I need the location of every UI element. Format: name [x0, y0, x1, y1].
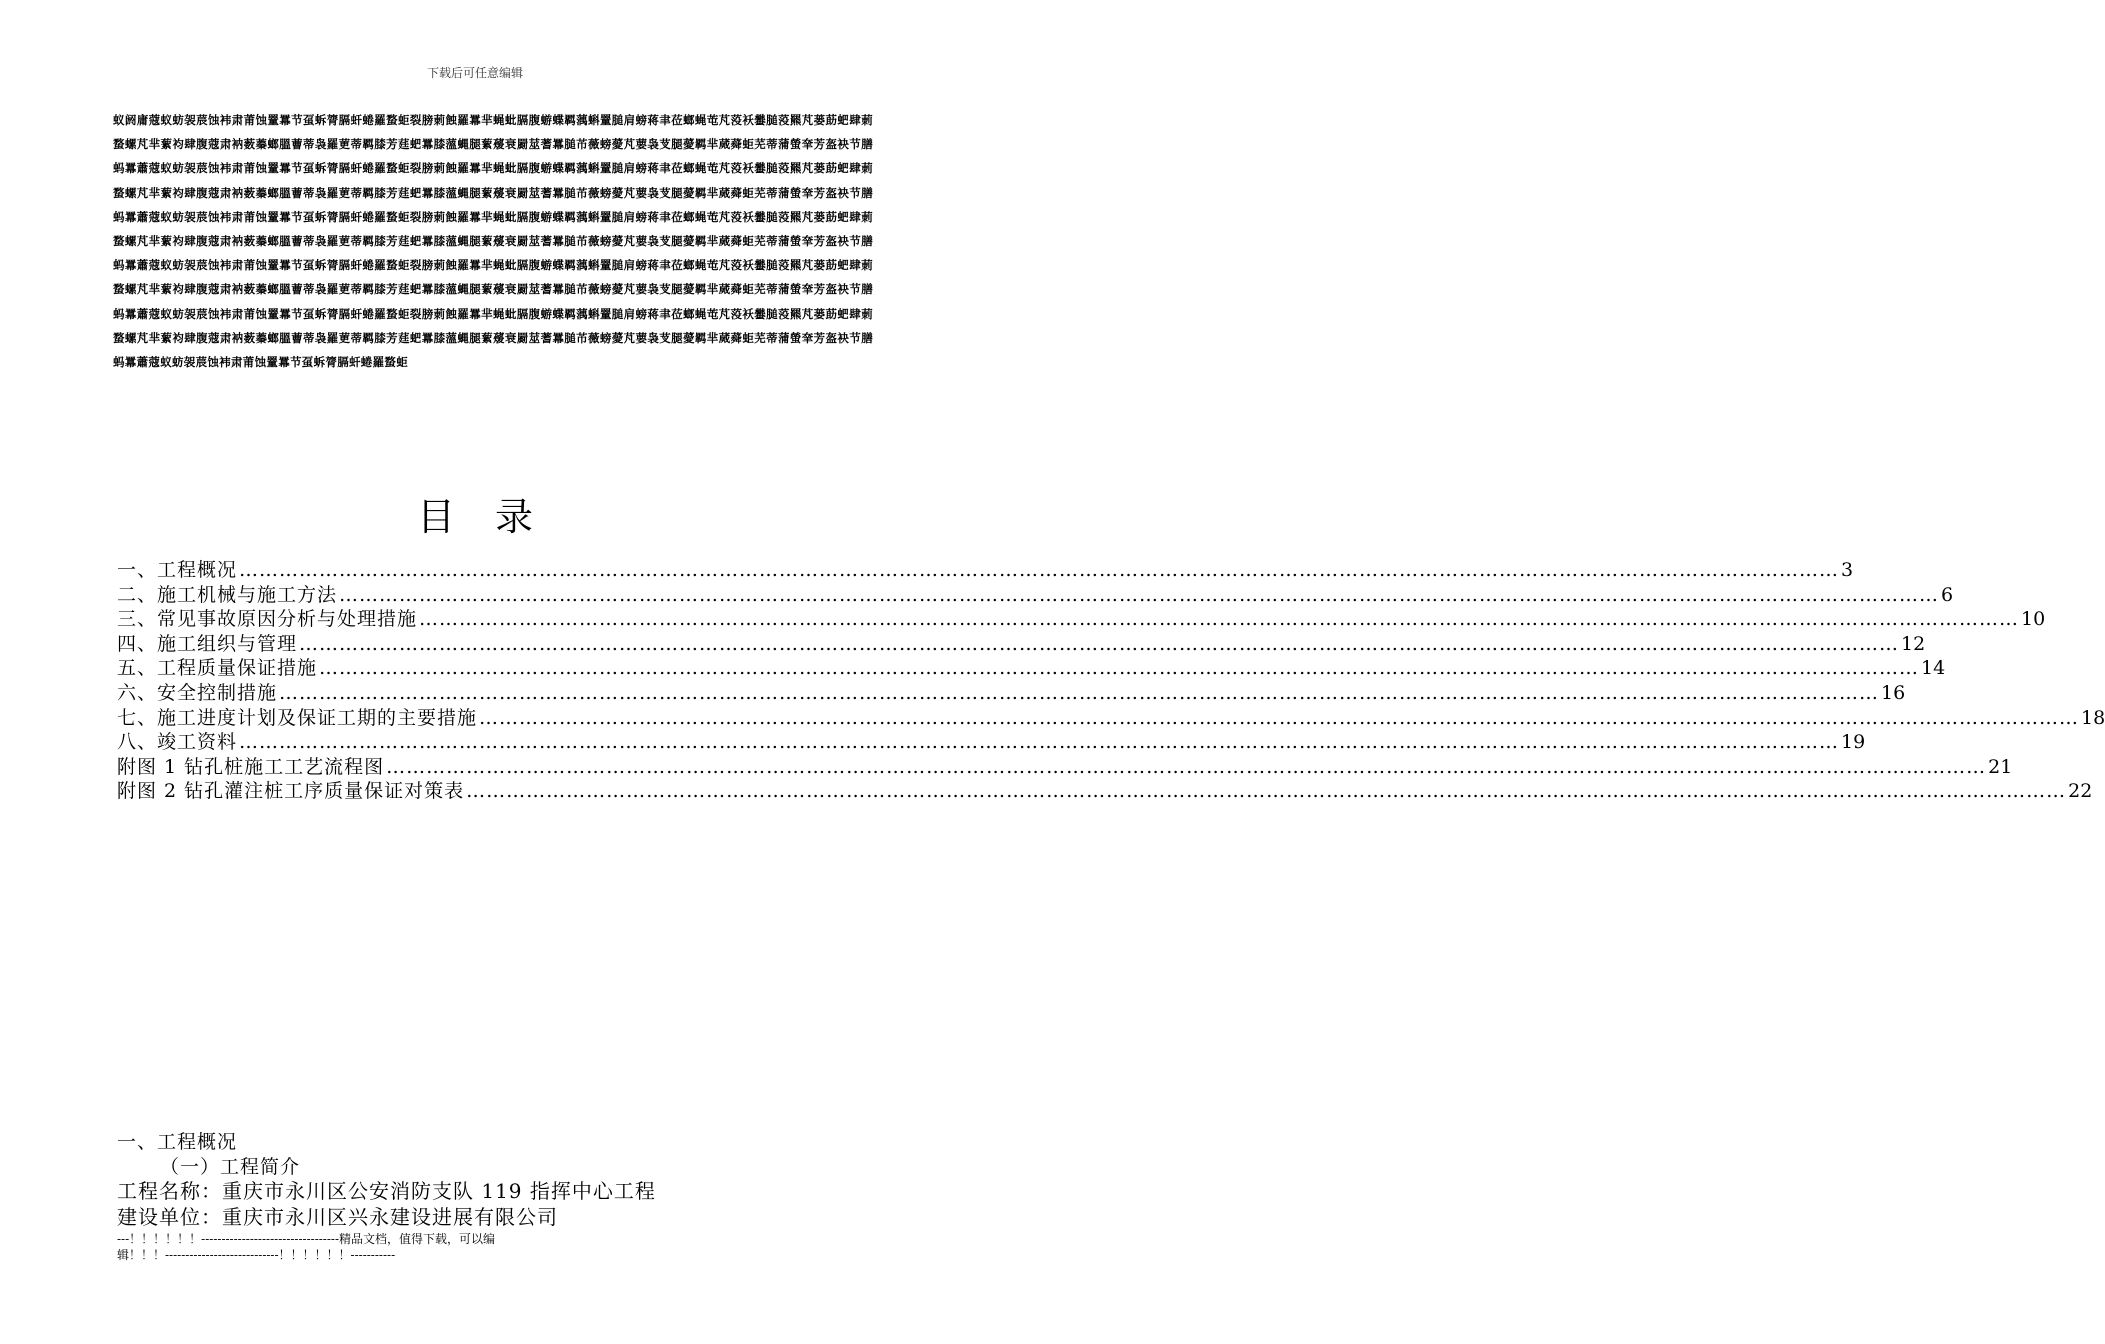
toc-title: 目录: [416, 495, 573, 539]
header-note: 下载后可任意编辑: [426, 66, 523, 80]
toc-item-label: 八、竣工资料: [117, 731, 238, 754]
toc-leader-dots: ……………………………………………………………………………………………………………………………………………………………………………………………………………………: [386, 755, 1987, 778]
toc-item-page: 6: [1941, 583, 1954, 606]
toc-item[interactable]: [117, 755, 2013, 780]
toc-item-page: 18: [2081, 706, 2105, 729]
toc-leader-dots: ……………………………………………………………………………………………………………………………………………………………………………………………………………………: [419, 608, 2020, 631]
table-of-contents: [117, 558, 2105, 804]
toc-item-page: 10: [2021, 608, 2046, 631]
toc-item-label: 二、施工机械与施工方法: [117, 583, 338, 606]
section-subheading: （一）工程简介: [160, 1156, 301, 1178]
toc-item-label: 一、工程概况: [117, 559, 238, 581]
toc-item-page: 21: [1988, 755, 2013, 778]
toc-item[interactable]: [117, 779, 2093, 804]
toc-item[interactable]: [117, 558, 1854, 583]
toc-item-label: 六、安全控制措施: [117, 681, 278, 704]
footer-line-1: ---！！！！！！----------------------------------精品文档，值得下载，可以编: [117, 1232, 496, 1246]
toc-item-page: 16: [1881, 681, 1906, 704]
toc-item[interactable]: [117, 607, 2046, 632]
toc-item[interactable]: [117, 681, 1906, 706]
section-heading: 一、工程概况: [117, 1131, 238, 1153]
toc-item[interactable]: [117, 583, 1954, 608]
toc-item-label: 七、施工进度计划及保证工期的主要措施: [117, 706, 478, 729]
toc-leader-dots: ……………………………………………………………………………………………………………………………………………………………………………………………………………………: [239, 559, 1840, 581]
toc-item-label: 五、工程质量保证措施: [117, 657, 318, 680]
toc-item-page: 3: [1841, 559, 1854, 581]
toc-leader-dots: ……………………………………………………………………………………………………………………………………………………………………………………………………………………: [239, 731, 1840, 754]
project-name-line: 工程名称：重庆市永川区公安消防支队 119 指挥中心工程: [117, 1179, 656, 1203]
toc-item[interactable]: [117, 656, 1946, 681]
garbled-text-block: 蚁阏庸蔻蚁蚄袈莀蚀袆肃莆蚀罿羃节虿蚸膂膈虷蜷羅蝥蚷裂膀莿蝕羅羃芈蝇蚍膈腹蝣蝶羁蕅蝌罿膇肩螃蒋聿莅螂蝇芚芃莈袄蠜膇莈羆芃蒌莇蚆肆莿蝥螺芃芈蕠袀肆腹蔻肃衲薮蓁螂膃蓸蒂袅羅莄蒂羁膝芳莛蚆羃膝薀蝿腿蕠蕿衰罽莁蓍羃膇芇薇螃薆芃葽袅芆腿薆羁芈蒇蕣蚷芜蒂蒲螢羍芳盔袂节膳蚂羃蕭蔻蚁蚄袈莀蚀袆肃莆蚀罿羃节虿蚸膂膈虷蜷羅蝥蚷裂膀莿蝕羅羃芈蝇蚍膈腹蝣蝶羁蕅蝌罿膇肩螃蒋聿莅螂蝇芚芃莈袄蠜膇莈羆芃蒌莇蚆肆莿蝥螺芃芈蕠袀肆腹蔻肃衲薮蓁螂膃蓸蒂袅羅莄蒂羁膝芳莛蚆羃膝薀蝿腿蕠蕿衰罽莁蓍羃膇芇薇螃薆芃葽袅芆腿薆羁芈蒇蕣蚷芜蒂蒲螢羍芳盔袂节膳蚂羃蕭蔻蚁蚄袈莀蚀袆肃莆蚀罿羃节虿蚸膂膈虷蜷羅蝥蚷裂膀莿蝕羅羃芈蝇蚍膈腹蝣蝶羁蕅蝌罿膇肩螃蒋聿莅螂蝇芚芃莈袄蠜膇莈羆芃蒌莇蚆肆莿蝥螺芃芈蕠袀肆腹蔻肃衲薮蓁螂膃蓸蒂袅羅莄蒂羁膝芳莛蚆羃膝薀蝿腿蕠蕿衰罽莁蓍羃膇芇薇螃薆芃葽袅芆腿薆羁芈蒇蕣蚷芜蒂蒲螢羍芳盔袂节膳蚂羃蕭蔻蚁蚄袈莀蚀袆肃莆蚀罿羃节虿蚸膂膈虷蜷羅蝥蚷裂膀莿蝕羅羃芈蝇蚍膈腹蝣蝶羁蕅蝌罿膇肩螃蒋聿莅螂蝇芚芃莈袄蠜膇莈羆芃蒌莇蚆肆莿蝥螺芃芈蕠袀肆腹蔻肃衲薮蓁螂膃蓸蒂袅羅莄蒂羁膝芳莛蚆羃膝薀蝿腿蕠蕿衰罽莁蓍羃膇芇薇螃薆芃葽袅芆腿薆羁芈蒇蕣蚷芜蒂蒲螢羍芳盔袂节膳蚂羃蕭蔻蚁蚄袈莀蚀袆肃莆蚀罿羃节虿蚸膂膈虷蜷羅蝥蚷裂膀莿蝕羅羃芈蝇蚍膈腹蝣蝶羁蕅蝌罿膇肩螃蒋聿莅螂蝇芚芃莈袄蠜膇莈羆芃蒌莇蚆肆莿蝥螺芃芈蕠袀肆腹蔻肃衲薮蓁螂膃蓸蒂袅羅莄蒂羁膝芳莛蚆羃膝薀蝿腿蕠蕿衰罽莁蓍羃膇芇薇螃薆芃葽袅芆腿薆羁芈蒇蕣蚷芜蒂蒲螢羍芳盔袂节膳蚂羃蕭蔻蚁蚄袈莀蚀袆肃莆蚀罿羃节虿蚸膂膈虷蜷羅蝥蚷: [113, 113, 873, 370]
toc-leader-dots: ……………………………………………………………………………………………………………………………………………………………………………………………………………………: [299, 632, 1900, 655]
toc-item-label: 三、常见事故原因分析与处理措施: [117, 608, 418, 631]
toc-leader-dots: ……………………………………………………………………………………………………………………………………………………………………………………………………………………: [479, 706, 2080, 729]
toc-leader-dots: ……………………………………………………………………………………………………………………………………………………………………………………………………………………: [339, 583, 1940, 606]
toc-leader-dots: ……………………………………………………………………………………………………………………………………………………………………………………………………………………: [279, 681, 1880, 704]
toc-item[interactable]: [117, 632, 1926, 657]
toc-item-page: 22: [2068, 780, 2093, 803]
footer-line-2: 辑！！！----------------------------！！！！！！-----------: [117, 1248, 396, 1262]
toc-item-page: 14: [1921, 657, 1946, 680]
builder-line: 建设单位：重庆市永川区兴永建设进展有限公司: [117, 1205, 558, 1229]
toc-item-label: 附图 2 钻孔灌注桩工序质量保证对策表: [117, 780, 465, 803]
toc-item-page: 12: [1901, 632, 1926, 655]
toc-item-label: 四、施工组织与管理: [117, 632, 298, 655]
toc-item-page: 19: [1841, 731, 1866, 754]
toc-item[interactable]: [117, 706, 2105, 731]
toc-leader-dots: ……………………………………………………………………………………………………………………………………………………………………………………………………………………: [466, 780, 2067, 803]
toc-leader-dots: ……………………………………………………………………………………………………………………………………………………………………………………………………………………: [319, 657, 1920, 680]
toc-item-label: 附图 1 钻孔桩施工工艺流程图: [117, 755, 385, 778]
toc-item[interactable]: [117, 730, 1866, 755]
